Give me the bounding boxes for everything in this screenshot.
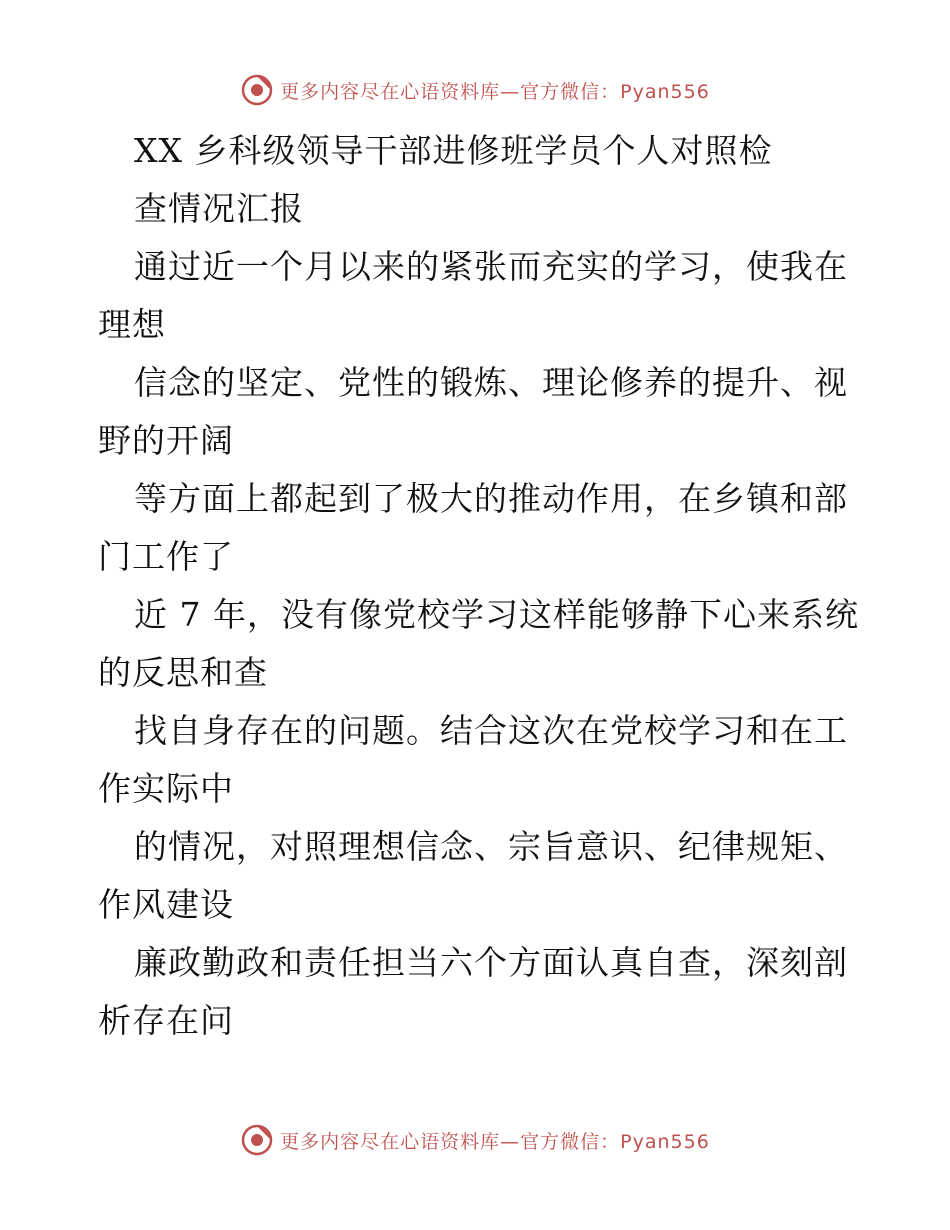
footer-banner-text: 更多内容尽在心语资料库—官方微信：Pyan556 (280, 1130, 710, 1153)
header-banner-text: 更多内容尽在心语资料库—官方微信：Pyan556 (280, 80, 710, 103)
document-body (98, 122, 858, 1050)
document-line: 作实际中 (98, 769, 234, 808)
document-line: 廉政勤政和责任担当六个方面认真自查，深刻剖 (134, 943, 848, 982)
header-banner (0, 70, 950, 110)
document-line: 的情况，对照理想信念、宗旨意识、纪律规矩、 (134, 827, 848, 866)
document-line: 析存在问 (98, 1001, 234, 1040)
document-line: 找自身存在的问题。结合这次在党校学习和在工 (134, 711, 848, 750)
footer-banner (0, 1120, 950, 1160)
document-line: 通过近一个月以来的紧张而充实的学习，使我在 (134, 247, 848, 286)
document-line: 等方面上都起到了极大的推动作用，在乡镇和部 (134, 479, 848, 518)
document-line: 门工作了 (98, 537, 234, 576)
seal-logo-icon (240, 73, 274, 107)
document-line: 信念的坚定、党性的锻炼、理论修养的提升、视 (134, 363, 848, 402)
document-line: 的反思和查 (98, 653, 268, 692)
seal-logo-icon (240, 1123, 274, 1157)
document-line: 作风建设 (98, 885, 234, 924)
document-line: 查情况汇报 (134, 189, 304, 228)
document-line: 近 7 年，没有像党校学习这样能够静下心来系统 (134, 595, 859, 634)
document-line: XX 乡科级领导干部进修班学员个人对照检 (134, 131, 773, 170)
document-line: 野的开阔 (98, 421, 234, 460)
document-line: 理想 (98, 305, 166, 344)
